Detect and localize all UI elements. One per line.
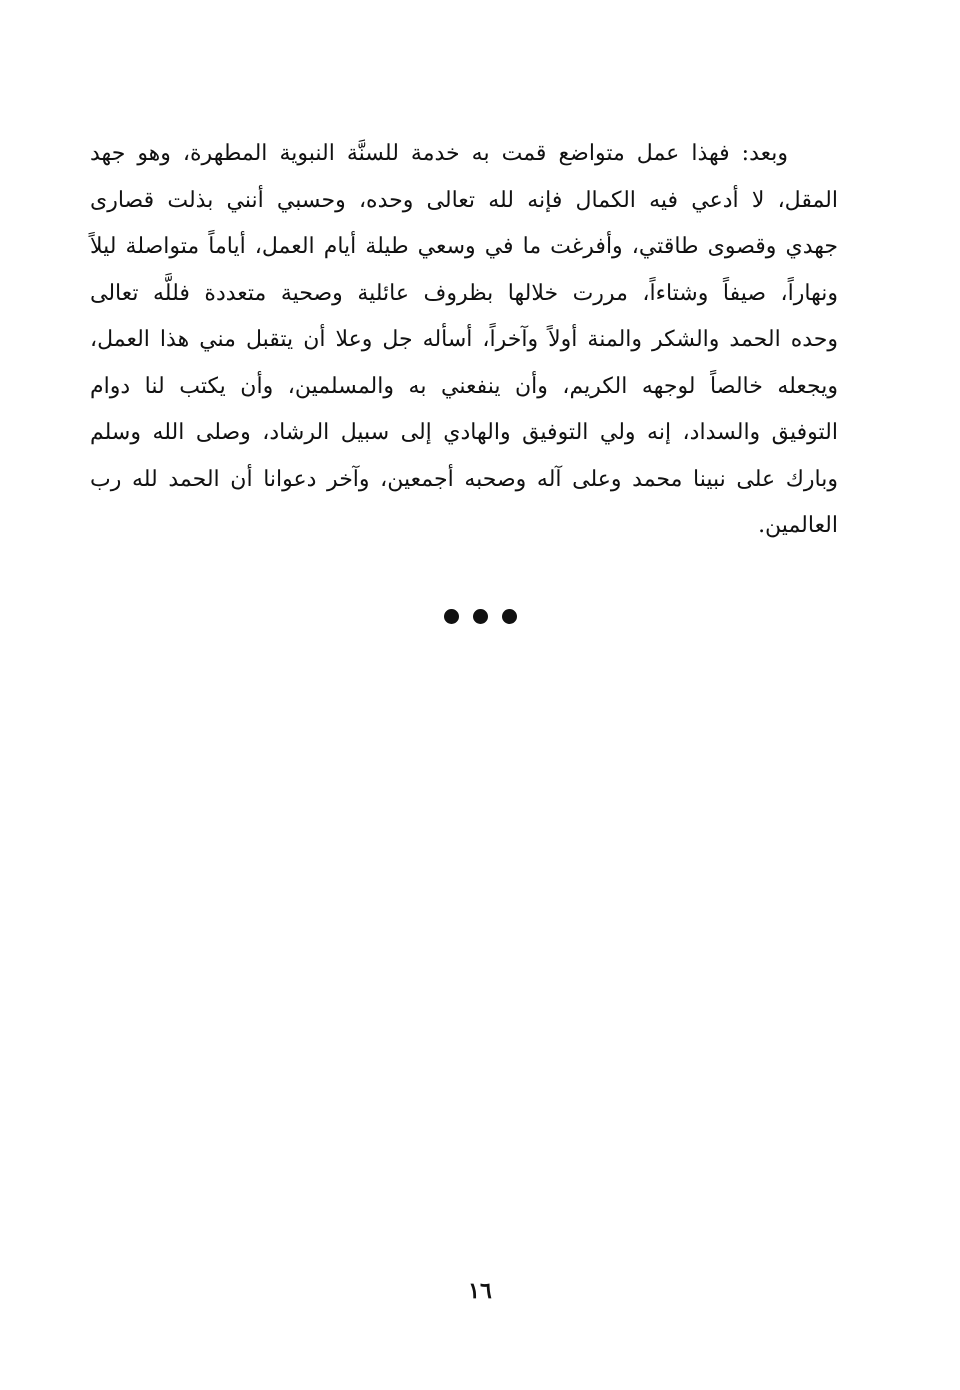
paragraph-line: التوفيق والسداد، إنه ولي التوفيق والهادي إلى سبيل الرشاد، وصلى الله وسلم	[90, 420, 838, 445]
paragraph-line: وحده الحمد والشكر والمنة أولاً وآخراً، أسأله جل وعلا أن يتقبل مني هذا العمل،	[90, 327, 838, 352]
paragraph-line: وبعد: فهذا عمل متواضع قمت به خدمة للسنَّة النبوية المطهرة، وهو جهد	[90, 141, 788, 166]
paragraph-line: ويجعله خالصاً لوجهه الكريم، وأن ينفعني به والمسلمين، وأن يكتب لنا دوام	[90, 373, 838, 399]
paragraph-line: وبارك على نبينا محمد وعلى آله وصحبه أجمعين، وآخر دعوانا أن الحمد لله رب	[90, 466, 838, 492]
paragraph-line: ونهاراً، صيفاً وشتاءاً، مررت خلالها بظروف عائلية وصحية متعددة فللَّه تعالى	[90, 280, 838, 306]
separator-dot	[444, 609, 459, 624]
paragraph-line: العالمين.	[758, 513, 838, 538]
page-number: ١٦	[468, 1278, 492, 1304]
paragraph-line: جهدي وقصوى طاقتي، وأفرغت ما في وسعي طيلة أيام العمل، أياماً متواصلة ليلاً	[90, 234, 838, 259]
paragraph-line: المقل، لا أدعي فيه الكمال فإنه لله تعالى وحده، وحسبي أنني بذلت قصارى	[90, 187, 838, 213]
section-separator	[0, 609, 960, 624]
separator-dot	[473, 609, 488, 624]
body-paragraph	[90, 131, 838, 550]
separator-dot	[502, 609, 517, 624]
